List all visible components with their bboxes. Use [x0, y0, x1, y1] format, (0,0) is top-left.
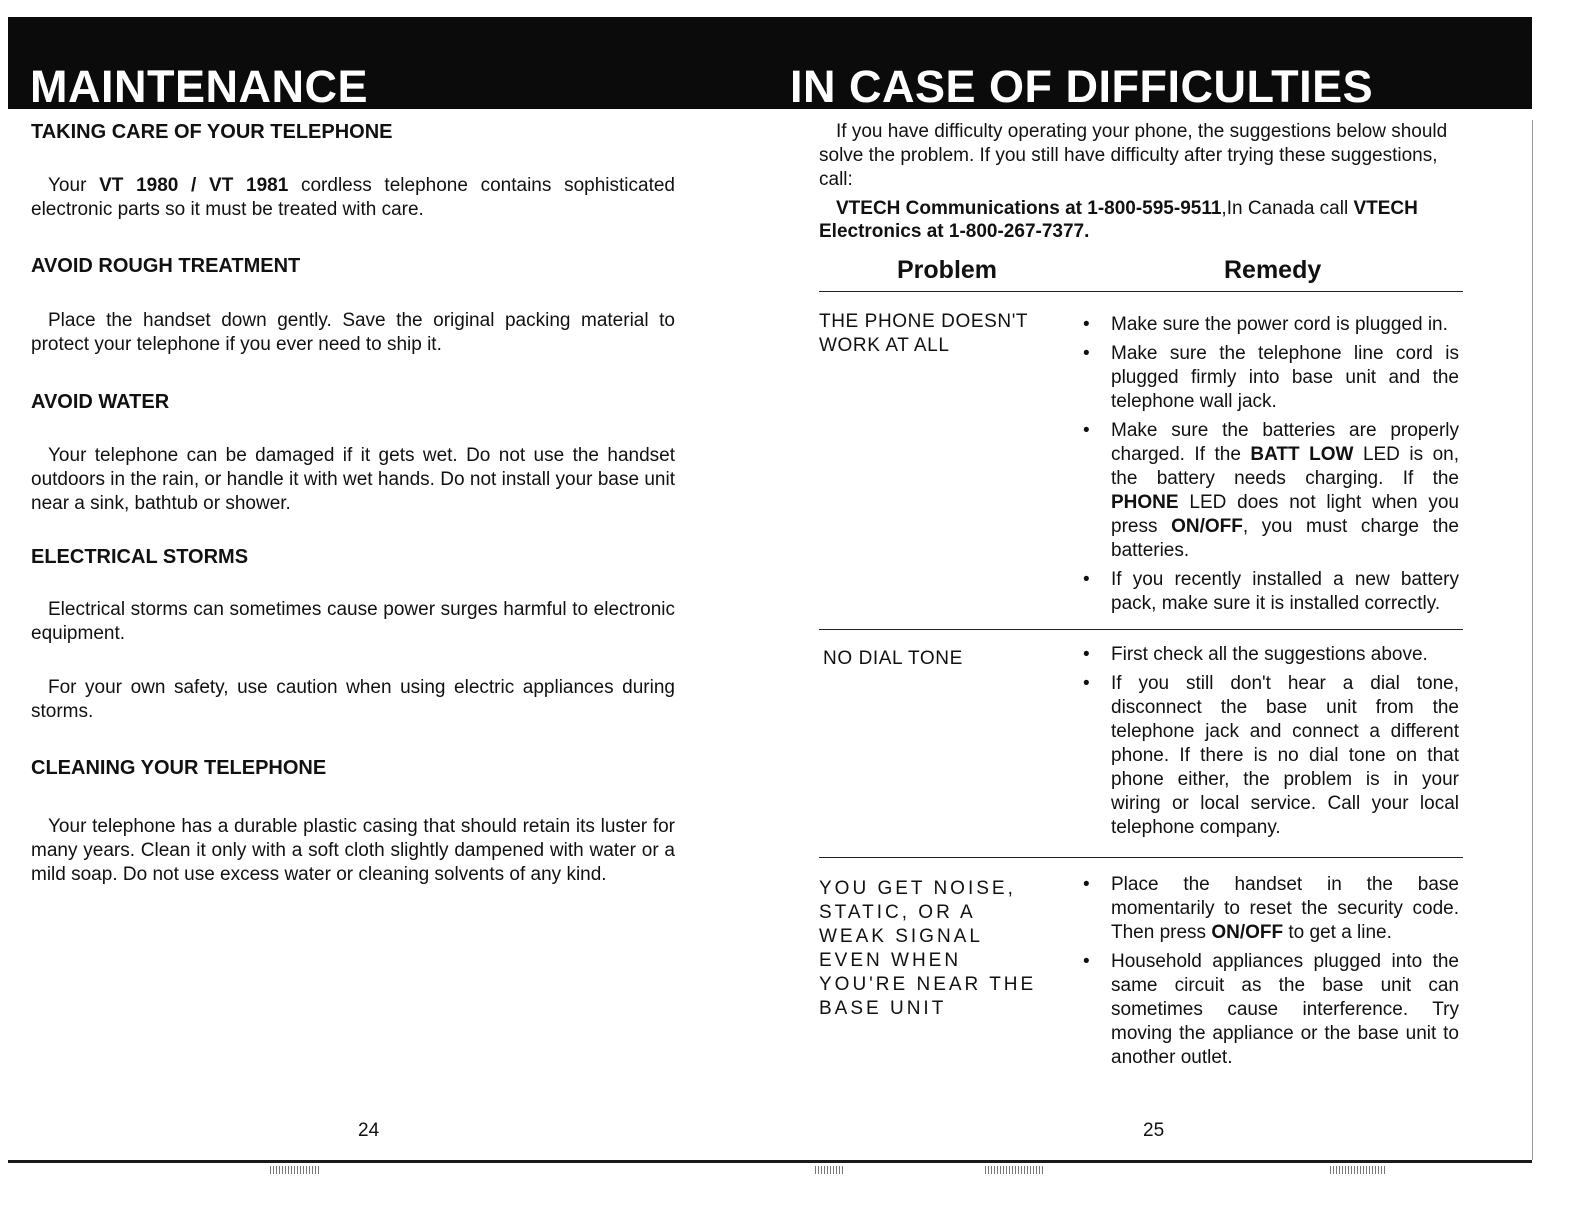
remedy-column-header: Remedy [1224, 256, 1322, 284]
remedy-item: • First check all the suggestions above. [1083, 644, 1428, 665]
bullet-icon: • [1083, 569, 1090, 590]
contact-info: VTECH Communications at 1-800-595-9511,In Canada call VTECH Electronics at 1-800-267-7377. [819, 198, 1418, 242]
remedy-list [1081, 313, 1459, 621]
remedy-item: • If you recently installed a new battery pack, make sure it is installed correctly. [1083, 569, 1459, 614]
section-taking-care [31, 120, 675, 144]
section-heading: AVOID WATER [31, 391, 170, 413]
section-electrical-storms [31, 545, 675, 569]
scan-artifact [1330, 1166, 1385, 1174]
section-heading: AVOID ROUGH TREATMENT [31, 255, 301, 277]
bullet-icon: • [1083, 343, 1090, 364]
maintenance-banner [8, 17, 752, 112]
scan-artifact [270, 1166, 320, 1174]
section-heading: TAKING CARE OF YOUR TELEPHONE [31, 121, 393, 143]
bottom-rule [8, 1160, 1532, 1163]
bullet-icon: • [1083, 673, 1090, 694]
remedy-item: • Household appliances plugged into the same circuit as the base unit can sometimes cause interference. Try moving the appliance or the base unit to another outlet. [1083, 951, 1459, 1068]
section-body: Your telephone has a durable plastic casing that should retain its luster for many years. Clean it only with a soft cloth slightly dampened with water or a mild soap. Do not use excess water or cleaning solvents of any kind. [31, 816, 675, 885]
intro-text: If you have difficulty operating your phone, the suggestions below should solve the problem. If you still have difficulty after trying these suggestions, call: [819, 121, 1448, 190]
bullet-icon: • [1083, 420, 1090, 441]
remedy-item: • Place the handset in the base momentarily to reset the security code. Then press ON/OFF to get a line. [1083, 874, 1459, 943]
problem-no-dial-tone: NO DIAL TONE [823, 648, 963, 669]
maintenance-title: MAINTENANCE [30, 61, 368, 112]
remedy-item: • Make sure the power cord is plugged in. [1083, 314, 1448, 335]
section-body: Your telephone can be damaged if it gets wet. Do not use the handset outdoors in the rain, or handle it with wet hands. Do not install your base unit near a sink, bathtub or shower. [31, 445, 675, 514]
section-body: Place the handset down gently. Save the original packing material to protect your telephone if you ever need to ship it. [31, 310, 675, 355]
difficulties-title: IN CASE OF DIFFICULTIES [790, 61, 1374, 112]
bullet-icon: • [1083, 644, 1090, 665]
remedy-item: • Make sure the telephone line cord is plugged firmly into base unit and the telephone wall jack. [1083, 343, 1459, 412]
remedy-item: • Make sure the batteries are properly charged. If the BATT LOW LED is on, the battery needs charging. If the PHONE LED does not light when you press ON/OFF, you must charge the batteries. [1083, 420, 1460, 561]
bullet-icon: • [1083, 874, 1090, 895]
section-avoid-water [31, 390, 675, 414]
difficulties-banner [752, 17, 1532, 112]
section-body: Electrical storms can sometimes cause power surges harmful to electronic equipment. [31, 599, 675, 644]
bullet-icon: • [1083, 951, 1090, 972]
problem-column-header: Problem [897, 256, 998, 284]
section-heading: CLEANING YOUR TELEPHONE [31, 757, 327, 779]
bullet-icon: • [1083, 314, 1090, 335]
problem-no-work: THE PHONE DOESN'T WORK AT ALL [819, 311, 1028, 356]
page-edge [1532, 120, 1533, 1160]
header-rule [819, 291, 1463, 292]
section-body: Your VT 1980 / VT 1981 cordless telephone contains sophisticated electronic parts so it must be treated with care. [31, 175, 675, 220]
scan-artifact [815, 1166, 845, 1174]
section-body: For your own safety, use caution when using electric appliances during storms. [31, 677, 675, 722]
model-number: VT 1980 / VT 1981 [99, 175, 289, 196]
section-rough-treatment [31, 254, 675, 278]
remedy-list [1081, 643, 1459, 845]
section-cleaning [31, 756, 675, 780]
section-heading: ELECTRICAL STORMS [31, 546, 249, 568]
row-rule [819, 629, 1463, 630]
problem-noise-static: YOU GET NOISE, STATIC, OR A WEAK SIGNAL EVEN WHEN YOU'RE NEAR THE BASE UNIT [819, 878, 1037, 1019]
remedy-item: • If you still don't hear a dial tone, disconnect the base unit from the telephone jack and connect a different phone. If there is no dial tone on that phone either, the problem is in your wiring or local service. Call your local telephone company. [1083, 673, 1459, 838]
page-number-left: 24 [358, 1120, 380, 1141]
remedy-list [1081, 873, 1459, 1075]
page-number-right: 25 [1143, 1120, 1165, 1141]
scan-artifact [985, 1166, 1045, 1174]
row-rule [819, 857, 1463, 858]
